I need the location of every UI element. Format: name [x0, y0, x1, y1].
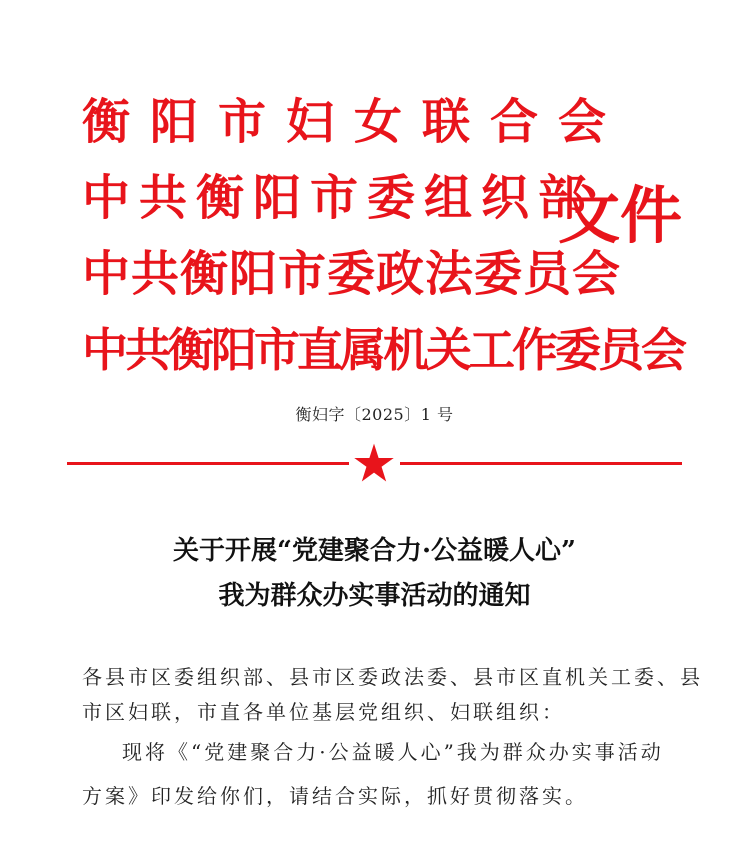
document-number: 衡妇字〔2025〕1 号 — [295, 405, 454, 424]
red-divider-left — [67, 462, 349, 465]
addressee-line-2: 市区妇联，市直各单位基层党组织、妇联组织： — [82, 700, 565, 724]
red-star-icon — [353, 442, 395, 484]
notice-title-line-1: 关于开展“党建聚合力·公益暖人心” — [173, 536, 576, 566]
red-divider-right — [400, 462, 682, 465]
masthead-line-direct-organs-committee: 中共衡阳市直属机关工作委员会 — [82, 323, 684, 377]
notice-title-line-2: 我为群众办实事活动的通知 — [218, 581, 531, 611]
addressee-line-1: 各县市区委组织部、县市区委政法委、县市区直机关工委、县 — [82, 665, 703, 689]
masthead-line-womens-federation: 衡阳市妇女联合会 — [82, 94, 627, 150]
masthead-line-organization-dept: 中共衡阳市委组织部 — [82, 170, 596, 226]
body-paragraph-line-2: 方案》印发给你们，请结合实际，抓好贯彻落实。 — [82, 784, 588, 808]
body-paragraph-line-1: 现将《“党建聚合力·公益暖人心”我为群众办实事活动 — [122, 740, 664, 764]
masthead-suffix-document: 文件 — [558, 179, 683, 252]
masthead-line-political-legal-committee: 中共衡阳市委政法委员会 — [82, 246, 622, 302]
